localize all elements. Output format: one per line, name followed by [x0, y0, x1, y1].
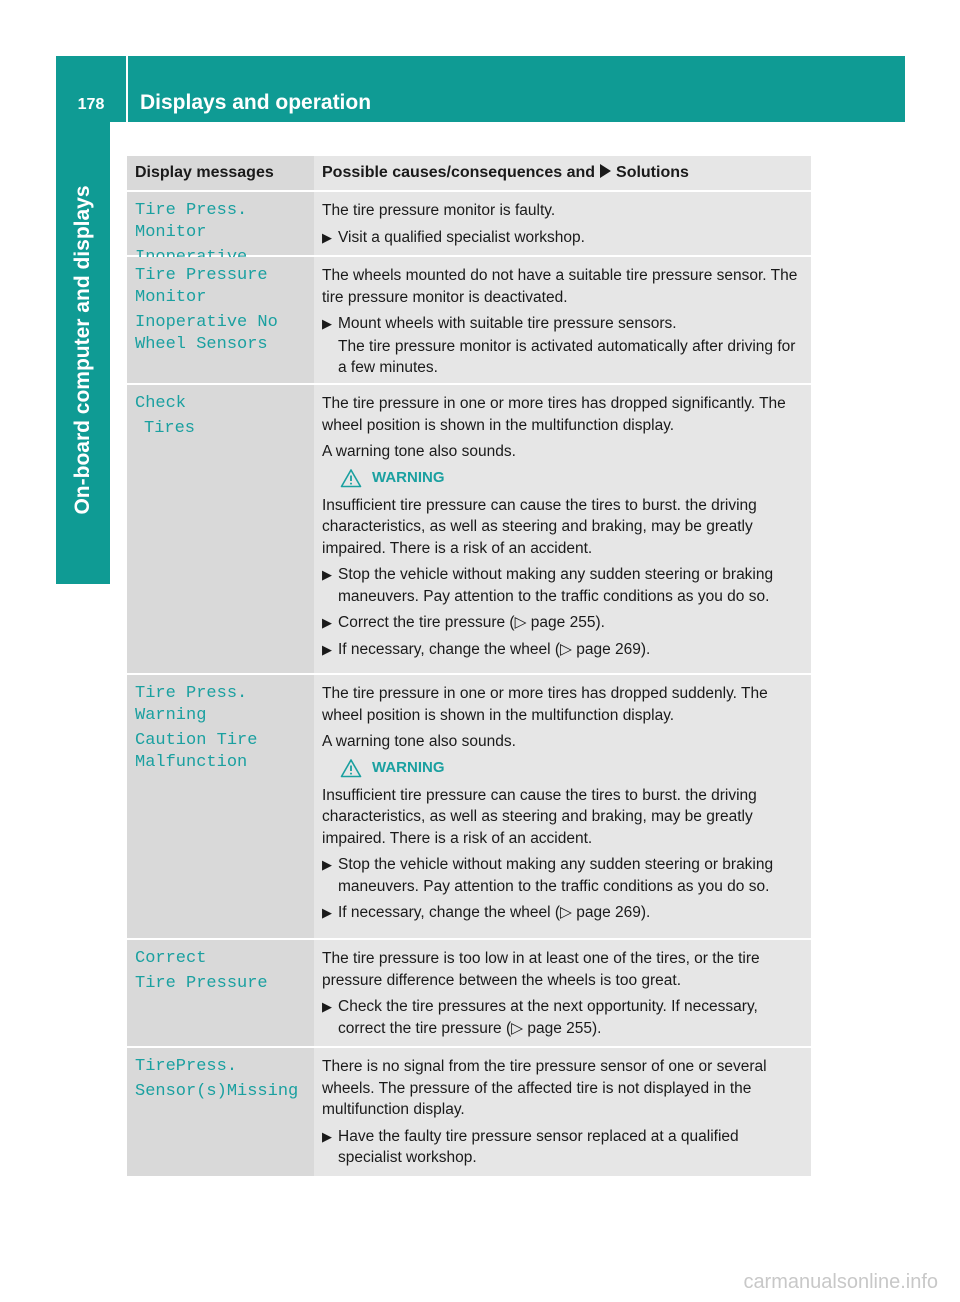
- display-message-text: Tire Press. Warning: [135, 684, 248, 725]
- bullet-arrow-icon: ▶: [322, 641, 332, 657]
- solution-text: If necessary, change the wheel (▷ page 269).: [338, 640, 651, 658]
- bullet-arrow-icon: ▶: [322, 905, 332, 920]
- table-row: [127, 192, 811, 257]
- display-message-cell: [127, 675, 314, 938]
- header-divider: [126, 56, 128, 122]
- bullet-arrow-icon: ▶: [322, 615, 332, 630]
- display-message-text: Check: [135, 394, 187, 413]
- causes-solutions-cell: [314, 940, 811, 1046]
- solution-item: [322, 854, 805, 897]
- cause-text: The tire pressure in one or more tires has dropped significantly. The wheel position is shown in the multifunction display.: [322, 395, 786, 434]
- page-title: Displays and operation: [140, 91, 372, 114]
- display-message-cell: [127, 940, 314, 1046]
- warning-label: WARNING: [372, 469, 445, 486]
- cause-text: The wheels mounted do not have a suitable tire pressure sensor. The tire pressure monitor is deactivated.: [322, 267, 798, 306]
- cause-text: The tire pressure monitor is faulty.: [322, 202, 556, 219]
- warning-label: WARNING: [372, 759, 445, 776]
- display-message-text: Tires: [144, 419, 196, 438]
- display-message-text: Correct: [135, 949, 207, 968]
- cause-text: A warning tone also sounds.: [322, 733, 516, 750]
- bullet-arrow-icon: ▶: [322, 229, 332, 245]
- display-message-text: Tire Pressure: [135, 974, 268, 993]
- causes-solutions-cell: [314, 385, 811, 673]
- solution-item: [322, 564, 805, 607]
- warning-text: Insufficient tire pressure can cause the tires to burst. the driving characteristics, as well as steering and braking, may be greatly impaired. There is a risk of an accident.: [322, 496, 757, 557]
- table-row: [127, 1048, 811, 1178]
- solution-item: [322, 639, 805, 661]
- col-header-causes-label: Possible causes/consequences and: [322, 164, 596, 181]
- solution-item: [322, 996, 805, 1039]
- table-row: [127, 675, 811, 940]
- solution-text: Correct the tire pressure (▷ page 255).: [338, 614, 605, 631]
- table-row: [127, 385, 811, 675]
- display-message-cell: [127, 192, 314, 255]
- bullet-arrow-icon: ▶: [322, 1128, 332, 1144]
- cause-text: A warning tone also sounds.: [322, 443, 516, 460]
- col-header-causes: [314, 156, 811, 190]
- display-message-cell: [127, 1048, 314, 1176]
- solution-item: [322, 612, 805, 634]
- solution-item: [322, 336, 805, 379]
- bullet-arrow-icon: ▶: [322, 857, 332, 872]
- warning-triangle-icon: [340, 468, 362, 488]
- solution-text: Stop the vehicle without making any sudden steering or braking maneuvers. Pay attention to the traffic conditions as you do so.: [338, 856, 774, 895]
- cause-text: The tire pressure in one or more tires has dropped suddenly. The wheel position is shown in the multifunction display.: [322, 685, 768, 724]
- cause-text: The tire pressure is too low in at least one of the tires, or the tire pressure difference between the wheels is too great.: [322, 950, 760, 989]
- display-message-text: Tire Press. Monitor: [135, 201, 248, 242]
- causes-solutions-cell: [314, 257, 811, 383]
- bullet-arrow-icon: ▶: [322, 567, 332, 582]
- solution-item: [322, 902, 805, 924]
- watermark: carmanualsonline.info: [743, 1271, 938, 1293]
- causes-solutions-cell: [314, 192, 811, 255]
- solution-text: The tire pressure monitor is activated automatically after driving for a few minutes.: [338, 337, 796, 376]
- side-tab-label: On-board computer and displays: [71, 185, 94, 515]
- causes-solutions-cell: [314, 675, 811, 938]
- solution-item: [322, 313, 805, 335]
- solution-item: [322, 227, 805, 249]
- solution-item: [322, 1126, 805, 1169]
- col-header-solutions-label: Solutions: [616, 164, 689, 181]
- table-header-row: [127, 156, 811, 192]
- warning-heading: [322, 468, 805, 488]
- causes-solutions-cell: [314, 1048, 811, 1176]
- cause-text: There is no signal from the tire pressure sensor of one or several wheels. The pressure of the affected tire is not displayed in the multifunction display.: [322, 1058, 767, 1118]
- col-header-display-messages: Display messages: [127, 156, 314, 190]
- display-message-cell: [127, 385, 314, 673]
- display-message-text: Sensor(s)Missing: [135, 1082, 299, 1101]
- warning-heading: [322, 758, 805, 778]
- solution-text: Visit a qualified specialist workshop.: [338, 228, 585, 246]
- display-message-text: Inoperative No Wheel Sensors: [135, 313, 278, 354]
- table-row: [127, 257, 811, 385]
- solution-text: Mount wheels with suitable tire pressure sensors.: [338, 315, 677, 332]
- warning-triangle-icon: [340, 758, 362, 778]
- solution-text: Have the faulty tire pressure sensor replaced at a qualified specialist workshop.: [338, 1127, 739, 1166]
- page-number: 178: [77, 96, 105, 113]
- table-row: [127, 940, 811, 1048]
- arrow-right-icon: [600, 164, 611, 178]
- display-message-text: Caution Tire Malfunction: [135, 731, 258, 772]
- bullet-arrow-icon: ▶: [322, 999, 332, 1014]
- solution-text: Stop the vehicle without making any sudden steering or braking maneuvers. Pay attention to the traffic conditions as you do so.: [338, 566, 774, 605]
- bullet-arrow-icon: ▶: [322, 316, 332, 331]
- display-message-cell: [127, 257, 314, 383]
- warning-text: Insufficient tire pressure can cause the tires to burst. the driving characteristics, as well as steering and braking, may be greatly impaired. There is a risk of an accident.: [322, 786, 757, 847]
- solution-text: Check the tire pressures at the next opportunity. If necessary, correct the tire pressure (▷ page 255).: [338, 998, 758, 1037]
- display-message-text: TirePress.: [135, 1057, 238, 1076]
- solution-text: If necessary, change the wheel (▷ page 269).: [338, 904, 651, 921]
- messages-table: [127, 156, 811, 1178]
- display-message-text: Tire Pressure Monitor: [135, 266, 268, 307]
